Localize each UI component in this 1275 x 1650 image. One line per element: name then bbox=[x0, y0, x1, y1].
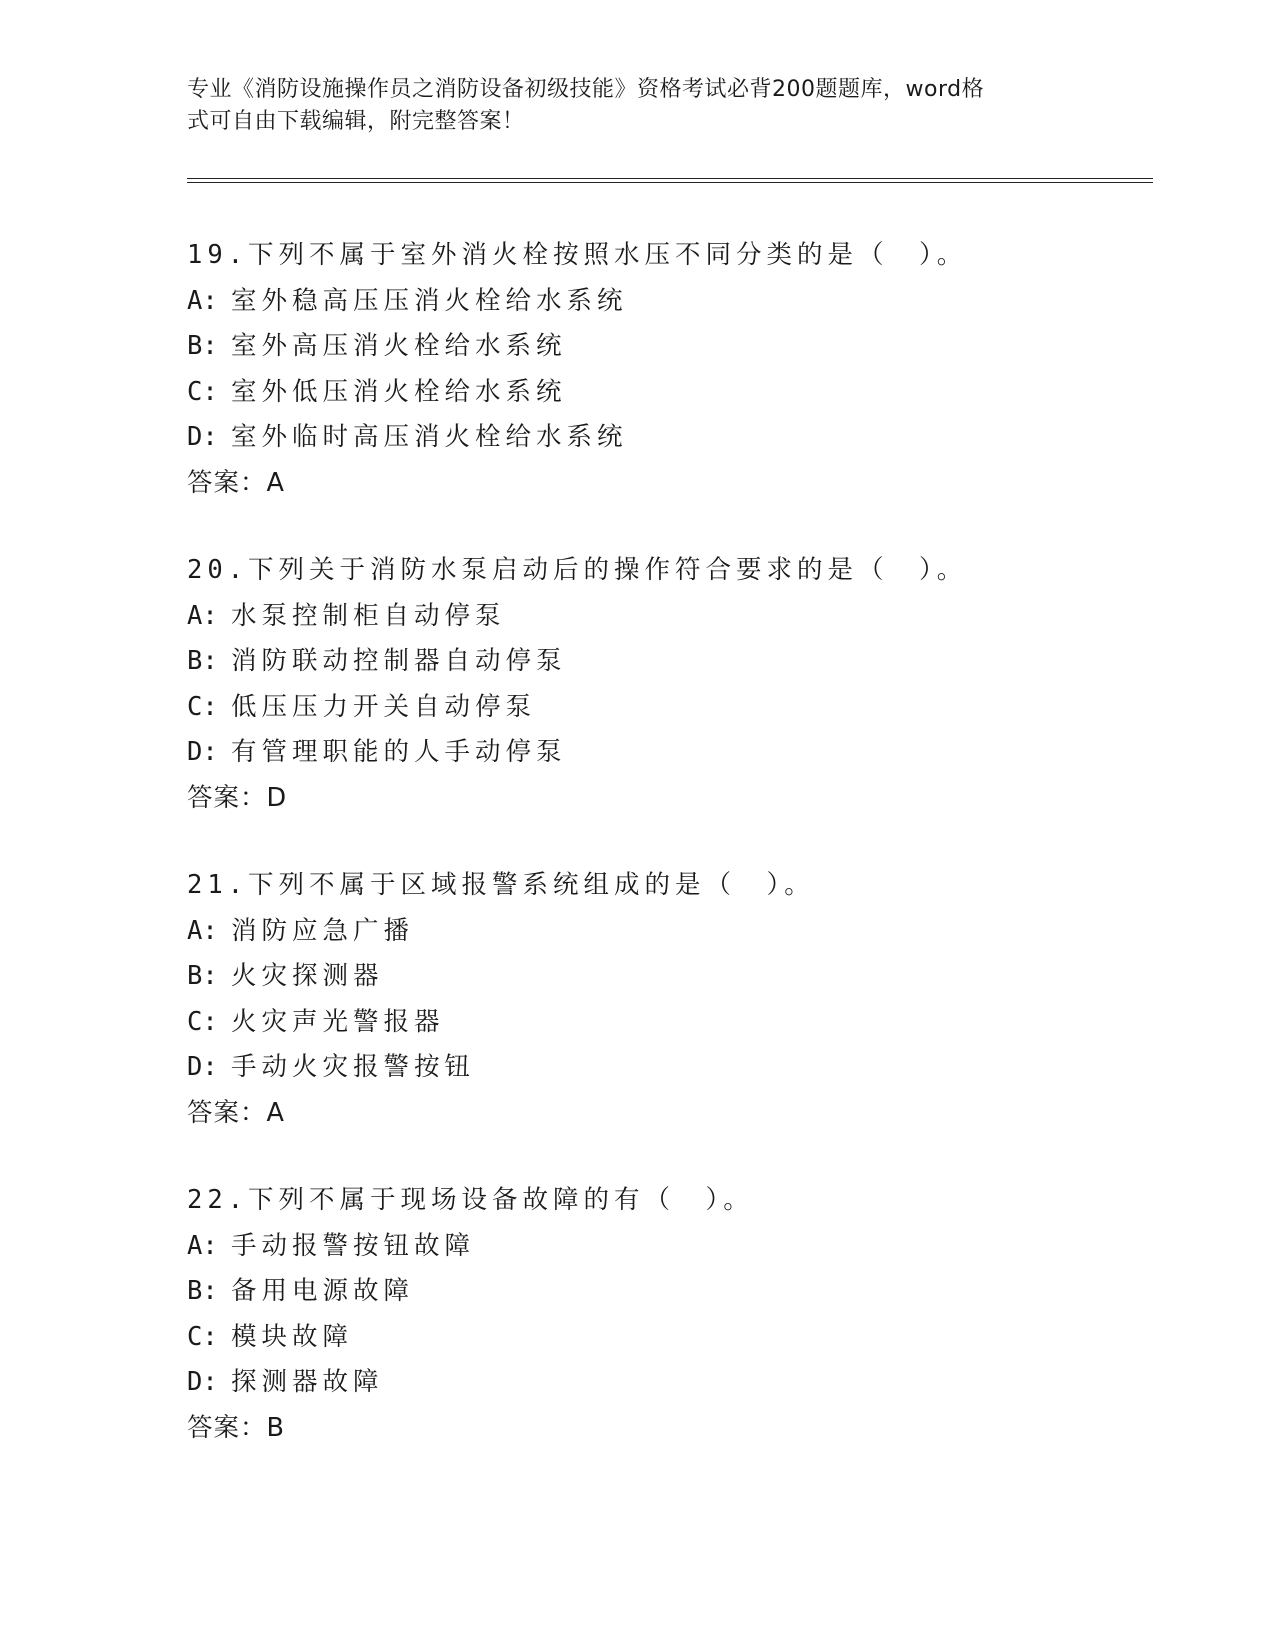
option-b bbox=[187, 324, 1167, 370]
answer-line: 答案：D bbox=[187, 782, 288, 813]
header-divider bbox=[187, 178, 1153, 183]
question-21 bbox=[187, 863, 1167, 1136]
option-label: B: bbox=[187, 646, 218, 676]
option-label: A: bbox=[187, 1230, 218, 1261]
option-text: 探测器故障 bbox=[231, 1367, 384, 1397]
option-text: 火灾声光警报器 bbox=[231, 1006, 445, 1037]
question-stem: 19.下列不属于室外消火栓按照水压不同分类的是（ ）。 bbox=[187, 240, 968, 270]
option-label: D: bbox=[187, 737, 218, 767]
option-d bbox=[187, 415, 1167, 461]
option-c bbox=[187, 370, 1167, 416]
option-text: 火灾探测器 bbox=[231, 961, 384, 991]
option-text: 消防应急广播 bbox=[231, 915, 415, 946]
option-a bbox=[187, 594, 1167, 640]
option-label: D: bbox=[187, 1052, 218, 1082]
option-b bbox=[187, 1269, 1167, 1315]
option-d bbox=[187, 1045, 1167, 1091]
option-label: D: bbox=[187, 422, 218, 452]
option-text: 室外低压消火栓给水系统 bbox=[231, 376, 567, 407]
option-label: B: bbox=[187, 1276, 218, 1306]
option-text: 有管理职能的人手动停泵 bbox=[231, 737, 567, 767]
option-a bbox=[187, 909, 1167, 955]
option-a bbox=[187, 279, 1167, 325]
option-label: C: bbox=[187, 1321, 218, 1352]
option-text: 室外高压消火栓给水系统 bbox=[231, 331, 567, 361]
option-label: C: bbox=[187, 1006, 218, 1037]
answer-line: 答案：B bbox=[187, 1412, 285, 1443]
question-20 bbox=[187, 548, 1167, 821]
option-a bbox=[187, 1224, 1167, 1270]
option-d bbox=[187, 1360, 1167, 1406]
option-label: A: bbox=[187, 285, 218, 316]
header-line-2: 式可自由下载编辑，附完整答案！ bbox=[187, 109, 525, 134]
document-header bbox=[187, 74, 1067, 138]
answer-line: 答案：A bbox=[187, 467, 285, 498]
option-label: B: bbox=[187, 961, 218, 991]
question-stem: 22.下列不属于现场设备故障的有（ ）。 bbox=[187, 1185, 754, 1215]
option-c bbox=[187, 1315, 1167, 1361]
option-text: 低压压力开关自动停泵 bbox=[231, 691, 537, 722]
option-text: 备用电源故障 bbox=[231, 1276, 415, 1306]
answer-line: 答案：A bbox=[187, 1097, 285, 1128]
header-line-1: 专业《消防设施操作员之消防设备初级技能》资格考试必背200题题库，word格 bbox=[187, 77, 985, 102]
option-b bbox=[187, 954, 1167, 1000]
option-text: 水泵控制柜自动停泵 bbox=[231, 600, 506, 631]
option-c bbox=[187, 1000, 1167, 1046]
option-label: A: bbox=[187, 600, 218, 631]
question-stem: 20.下列关于消防水泵启动后的操作符合要求的是（ ）。 bbox=[187, 555, 968, 585]
option-label: B: bbox=[187, 331, 218, 361]
option-text: 手动火灾报警按钮 bbox=[231, 1052, 476, 1082]
option-label: A: bbox=[187, 915, 218, 946]
option-b bbox=[187, 639, 1167, 685]
option-text: 手动报警按钮故障 bbox=[231, 1230, 476, 1261]
option-text: 消防联动控制器自动停泵 bbox=[231, 646, 567, 676]
question-22 bbox=[187, 1178, 1167, 1451]
option-text: 室外临时高压消火栓给水系统 bbox=[231, 422, 628, 452]
question-stem: 21.下列不属于区域报警系统组成的是（ ）。 bbox=[187, 870, 815, 900]
option-label: C: bbox=[187, 376, 218, 407]
option-c bbox=[187, 685, 1167, 731]
option-d bbox=[187, 730, 1167, 776]
option-text: 模块故障 bbox=[231, 1321, 354, 1352]
option-text: 室外稳高压压消火栓给水系统 bbox=[231, 285, 628, 316]
question-19 bbox=[187, 233, 1167, 506]
option-label: D: bbox=[187, 1367, 218, 1397]
option-label: C: bbox=[187, 691, 218, 722]
